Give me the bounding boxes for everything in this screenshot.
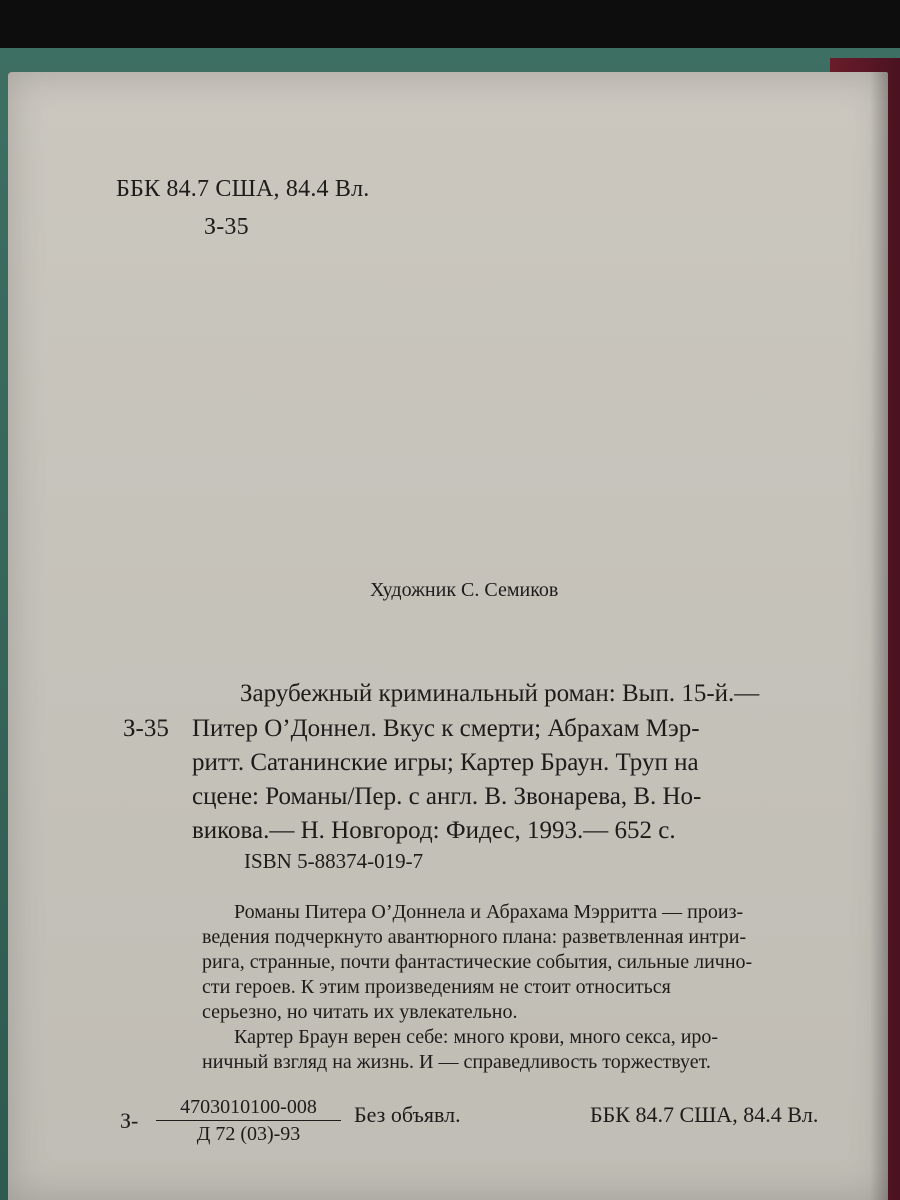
bbk-classification-top: ББК 84.7 США, 84.4 Вл.: [116, 176, 370, 202]
annotation-line-6: Картер Браун верен себе: много крови, много секса, иро-: [234, 1026, 719, 1048]
annotation-line-1: Романы Питера О’Доннела и Абрахама Мэрритта — произ-: [234, 901, 744, 923]
annotation-line-4: сти героев. К этим произведениям не стоит относиться: [202, 976, 671, 998]
bibliographic-line-3: ритт. Сатанинские игры; Картер Браун. Труп на: [192, 749, 699, 776]
imprint-index-top: 4703010100-008: [156, 1096, 341, 1121]
author-mark-top: З-35: [204, 214, 249, 240]
bbk-classification-bottom: ББК 84.7 США, 84.4 Вл.: [590, 1102, 819, 1127]
annotation-line-7: ничный взгляд на жизнь. И — справедливость торжествует.: [202, 1051, 711, 1073]
imprint-prefix: З-: [120, 1108, 139, 1133]
book-page: [8, 72, 888, 1200]
bibliographic-line-2: Питер О’Доннел. Вкус к смерти; Абрахам Мэр-: [192, 715, 700, 742]
bibliographic-line-5: викова.— Н. Новгород: Фидес, 1993.— 652 с.: [192, 817, 676, 844]
page-shadow: [870, 72, 888, 1200]
imprint-index-bottom: Д 72 (03)-93: [196, 1123, 301, 1145]
artist-credit: Художник С. Семиков: [370, 579, 559, 601]
isbn: ISBN 5-88374-019-7: [244, 849, 424, 873]
imprint-index: [156, 1096, 341, 1146]
annotation-line-3: ригa, странные, почти фантастические события, сильные лично-: [202, 951, 753, 973]
annotation-line-2: ведения подчеркнуто авантюрного плана: разветвленная интри-: [202, 926, 747, 948]
bibliographic-line-4: сцене: Романы/Пер. с англ. В. Звонарева, В. Но-: [192, 783, 702, 810]
author-mark: З-35: [123, 715, 169, 742]
price-note: Без объявл.: [354, 1102, 461, 1127]
bibliographic-line-1: Зарубежный криминальный роман: Вып. 15-й.—: [240, 680, 760, 707]
annotation-line-5: серьезно, но читать их увлекательно.: [202, 1001, 518, 1023]
